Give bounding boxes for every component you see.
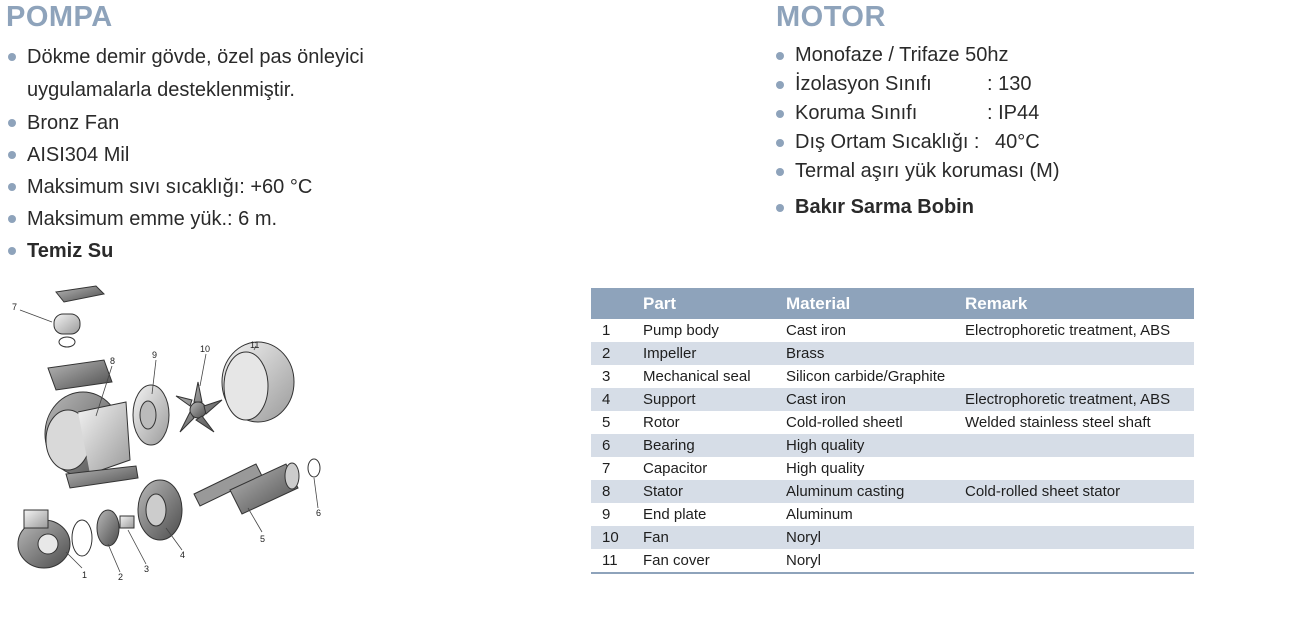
table-row — [591, 526, 1194, 549]
motor-spec-item: Monofaze / Trifaze 50hz — [773, 41, 1213, 70]
pompa-feature-item: Dökme demir gövde, özel pas önleyici — [5, 41, 525, 73]
cell-material: Aluminum — [786, 506, 853, 523]
cell-part: Support — [637, 388, 780, 411]
cell-remark: Cold-rolled sheet stator — [959, 480, 1194, 503]
cell-part: End plate — [643, 506, 707, 523]
cell-part: Mechanical seal — [643, 368, 751, 385]
motor-spec-label: Koruma Sınıfı — [795, 102, 918, 124]
cell-remark — [959, 526, 1194, 549]
motor-spec-list — [773, 41, 1213, 222]
table-row — [591, 549, 1194, 573]
motor-spec-item — [773, 70, 1213, 99]
callout-3: 3 — [144, 564, 150, 574]
rotor-part — [194, 463, 299, 514]
motor-spec-item-highlight: Bakır Sarma Bobin — [773, 193, 1213, 222]
cell-number: 10 — [591, 526, 637, 549]
motor-spec-value: : 130 — [987, 73, 1032, 95]
callout-9: 9 — [152, 350, 158, 360]
callout-7: 7 — [12, 302, 18, 312]
motor-spec-value: : IP44 — [987, 102, 1040, 124]
table-row — [591, 388, 1194, 411]
impeller-part — [97, 510, 119, 546]
pompa-section-title: POMPA — [6, 1, 113, 33]
cell-remark: Electrophoretic treatment, ABS — [965, 322, 1171, 339]
callout-4: 4 — [180, 550, 186, 560]
cell-remark — [959, 342, 1194, 365]
terminal-box-lid — [56, 286, 104, 302]
terminal-box — [48, 360, 112, 390]
column-header-material: Material — [780, 288, 959, 319]
cell-number: 7 — [602, 460, 611, 477]
cell-remark: Welded stainless steel shaft — [965, 414, 1151, 431]
cell-material: Noryl — [780, 526, 959, 549]
cell-number: 2 — [591, 342, 637, 365]
table-row — [591, 480, 1194, 503]
column-header-number — [591, 288, 637, 319]
callout-5: 5 — [260, 534, 266, 544]
cell-part: Stator — [637, 480, 780, 503]
callout-6: 6 — [316, 508, 322, 518]
fan-part — [176, 382, 222, 432]
cell-number: 8 — [591, 480, 637, 503]
cell-part: Impeller — [637, 342, 780, 365]
motor-spec-item — [773, 128, 1213, 157]
cell-remark — [959, 457, 1194, 480]
cell-number: 6 — [591, 434, 637, 457]
cell-material: Brass — [780, 342, 959, 365]
cell-remark — [959, 503, 1194, 526]
parts-table — [591, 288, 1194, 574]
mechanical-seal-part — [120, 516, 134, 528]
cell-material: Aluminum casting — [780, 480, 959, 503]
cell-number: 11 — [602, 552, 618, 569]
pump-exploded-diagram — [8, 282, 338, 587]
pompa-feature-item: AISI304 Mil — [5, 139, 525, 171]
motor-spec-label: Dış Ortam Sıcaklığı : — [795, 131, 980, 153]
motor-section-title: MOTOR — [776, 1, 886, 33]
callout-11: 11 — [250, 340, 260, 350]
cell-number: 4 — [591, 388, 637, 411]
callout-10: 10 — [200, 344, 211, 354]
column-header-part: Part — [637, 288, 780, 319]
cell-material: Cast iron — [780, 388, 959, 411]
cell-part: Capacitor — [643, 460, 708, 477]
pompa-feature-list — [5, 41, 525, 267]
table-row — [591, 365, 1194, 388]
cell-remark — [959, 549, 1194, 573]
pompa-feature-item: Maksimum emme yük.: 6 m. — [5, 203, 525, 235]
cell-number: 3 — [602, 368, 611, 385]
cell-part: Bearing — [637, 434, 780, 457]
cell-remark — [959, 434, 1194, 457]
cell-number: 5 — [602, 414, 611, 431]
motor-spec-item — [773, 99, 1213, 128]
cell-material: Noryl — [786, 552, 822, 569]
cell-material: Cast iron — [786, 322, 847, 339]
pump-body-part — [18, 510, 70, 568]
callout-1: 1 — [82, 570, 88, 580]
table-row — [591, 342, 1194, 365]
capacitor-part — [54, 314, 80, 334]
cell-material: Silicon carbide/Graphite — [786, 368, 946, 385]
motor-spec-value: 40°C — [995, 131, 1040, 153]
cell-number: 9 — [602, 506, 611, 523]
bearing-part — [308, 459, 320, 477]
cell-part: Rotor — [643, 414, 680, 431]
table-row — [591, 434, 1194, 457]
table-row — [591, 457, 1194, 480]
pompa-feature-item: Maksimum sıvı sıcaklığı: +60 °C — [5, 171, 525, 203]
cell-number: 1 — [602, 322, 611, 339]
pompa-feature-item: Bronz Fan — [5, 107, 525, 139]
table-row — [591, 503, 1194, 526]
table-row — [591, 411, 1194, 434]
cell-part: Pump body — [643, 322, 719, 339]
table-row — [591, 319, 1194, 342]
cell-material: High quality — [786, 460, 865, 477]
motor-spec-item: Termal aşırı yük koruması (M) — [773, 157, 1213, 186]
cell-remark — [959, 365, 1194, 388]
callout-2: 2 — [118, 572, 124, 582]
cell-material: High quality — [780, 434, 959, 457]
pompa-feature-item-highlight: Temiz Su — [5, 235, 525, 267]
cell-remark: Electrophoretic treatment, ABS — [959, 388, 1194, 411]
column-header-remark: Remark — [959, 288, 1194, 319]
cell-material: Cold-rolled sheetl — [786, 414, 903, 431]
cell-part: Fan — [637, 526, 780, 549]
callout-8: 8 — [110, 356, 116, 366]
table-header-row — [591, 288, 1194, 319]
cell-part: Fan cover — [643, 552, 710, 569]
pompa-feature-item-continued: uygulamalarla desteklenmiştir. — [27, 79, 295, 101]
motor-spec-label: İzolasyon Sınıfı — [795, 73, 932, 95]
